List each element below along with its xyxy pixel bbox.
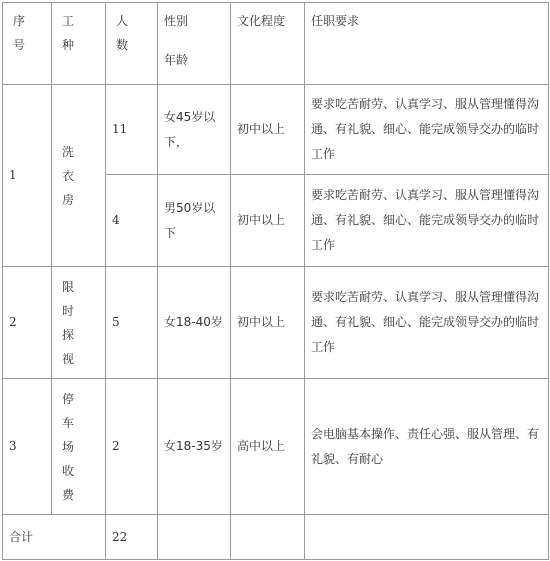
total-empty-cell xyxy=(305,515,549,560)
row-job: 停车场收费 xyxy=(52,379,106,515)
row-gender-age: 女18-40岁 xyxy=(158,267,231,379)
row-edu: 初中以上 xyxy=(231,85,305,175)
table-row xyxy=(3,267,549,379)
row-req: 要求吃苦耐劳、认真学习、服从管理懂得沟通、有礼貌、细心、能完成领导交办的临时工作 xyxy=(305,85,549,175)
row-count: 4 xyxy=(106,175,158,267)
total-empty-cell xyxy=(158,515,231,560)
row-count: 5 xyxy=(106,267,158,379)
header-age: 年龄 xyxy=(164,53,189,67)
row-seq: 2 xyxy=(3,267,52,379)
row-req: 会电脑基本操作、责任心强、服从管理、有礼貌、有耐心 xyxy=(305,379,549,515)
row-req: 要求吃苦耐劳、认真学习、服从管理懂得沟通、有礼貌、细心、能完成领导交办的临时工作 xyxy=(305,267,549,379)
row-gender-age: 男50岁以下 xyxy=(158,175,231,267)
total-empty-cell xyxy=(231,515,305,560)
header-edu: 文化程度 xyxy=(231,3,305,85)
header-count: 人数 xyxy=(106,3,158,85)
row-job: 洗衣房 xyxy=(52,85,106,267)
row-gender-age: 女18-35岁 xyxy=(158,379,231,515)
total-count: 22 xyxy=(106,515,158,560)
total-label: 合计 xyxy=(3,515,106,560)
header-gender: 性别 xyxy=(164,14,189,28)
row-seq: 3 xyxy=(3,379,52,515)
row-edu: 初中以上 xyxy=(231,175,305,267)
row-gender-age: 女45岁以下， xyxy=(158,85,231,175)
row-job: 限时探视 xyxy=(52,267,106,379)
row-req: 要求吃苦耐劳、认真学习、服从管理懂得沟通、有礼貌、细心、能完成领导交办的临时工作 xyxy=(305,175,549,267)
row-count: 2 xyxy=(106,379,158,515)
header-req: 任职要求 xyxy=(305,3,549,85)
row-count: 11 xyxy=(106,85,158,175)
table-row xyxy=(3,85,549,175)
header-row xyxy=(3,3,549,85)
total-row xyxy=(3,515,549,560)
header-seq: 序号 xyxy=(3,3,52,85)
row-edu: 高中以上 xyxy=(231,379,305,515)
table-row xyxy=(3,379,549,515)
header-gender-age xyxy=(158,3,231,85)
row-edu: 初中以上 xyxy=(231,267,305,379)
header-job: 工种 xyxy=(52,3,106,85)
row-seq: 1 xyxy=(3,85,52,267)
recruitment-table xyxy=(2,2,549,560)
